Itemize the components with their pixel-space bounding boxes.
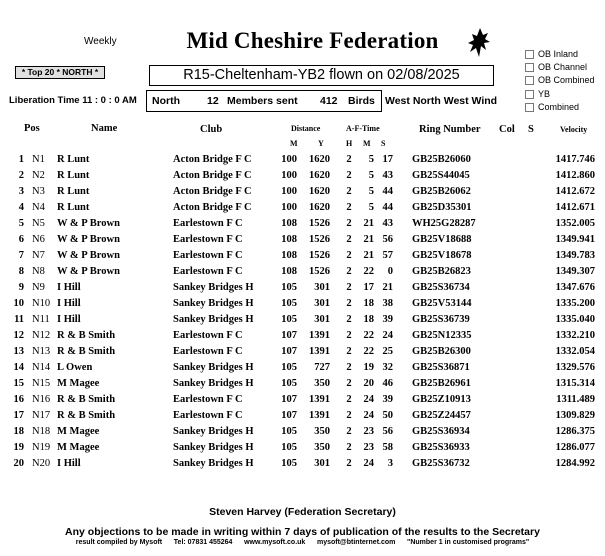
distance-yards: 301 xyxy=(314,458,330,469)
distance-yards: 1526 xyxy=(309,234,330,245)
time-minutes: 17 xyxy=(363,282,374,293)
distance-miles: 107 xyxy=(281,410,297,421)
club-name: Earlestown F C xyxy=(173,346,243,357)
position: 17 xyxy=(13,410,24,421)
time-seconds: 32 xyxy=(382,362,393,373)
fancier-name: W & P Brown xyxy=(57,266,120,277)
time-seconds: 24 xyxy=(382,330,393,341)
distance-miles: 105 xyxy=(281,314,297,325)
club-name: Earlestown F C xyxy=(173,250,243,261)
position: 19 xyxy=(13,442,24,453)
header-minutes: M xyxy=(363,139,371,148)
time-hours: 2 xyxy=(346,410,352,421)
table-row xyxy=(0,426,605,442)
time-minutes: 5 xyxy=(368,186,374,197)
club-name: Acton Bridge F C xyxy=(173,170,252,181)
time-seconds: 3 xyxy=(387,458,393,469)
checkbox-icon[interactable] xyxy=(525,63,534,72)
club-name: Sankey Bridges H xyxy=(173,378,254,389)
time-minutes: 5 xyxy=(368,170,374,181)
section-position: N8 xyxy=(32,266,45,277)
table-row xyxy=(0,298,605,314)
table-row xyxy=(0,218,605,234)
header-distance: Distance xyxy=(291,124,321,133)
time-seconds: 50 xyxy=(382,410,393,421)
time-hours: 2 xyxy=(346,154,352,165)
fancier-name: I Hill xyxy=(57,298,81,309)
time-hours: 2 xyxy=(346,250,352,261)
section-position: N1 xyxy=(32,154,45,165)
time-minutes: 19 xyxy=(363,362,374,373)
velocity: 1349.307 xyxy=(555,266,595,277)
time-seconds: 56 xyxy=(382,234,393,245)
velocity: 1332.054 xyxy=(555,346,595,357)
ring-number: GB25S36871 xyxy=(412,362,470,373)
time-seconds: 57 xyxy=(382,250,393,261)
birds-label: Birds xyxy=(348,95,375,107)
liberation-time: Liberation Time 11 : 0 : 0 AM xyxy=(9,95,137,106)
time-minutes: 22 xyxy=(363,266,374,277)
position: 13 xyxy=(13,346,24,357)
ring-number: WH25G28287 xyxy=(412,218,476,229)
table-row xyxy=(0,266,605,282)
time-hours: 2 xyxy=(346,442,352,453)
federation-title: Mid Cheshire Federation xyxy=(186,28,439,53)
velocity: 1332.210 xyxy=(555,330,595,341)
time-seconds: 46 xyxy=(382,378,393,389)
velocity: 1349.783 xyxy=(555,250,595,261)
pigeon-logo-icon xyxy=(466,26,492,60)
distance-miles: 100 xyxy=(281,186,297,197)
distance-yards: 350 xyxy=(314,442,330,453)
velocity: 1417.746 xyxy=(555,154,595,165)
ring-number: GB25S36933 xyxy=(412,442,470,453)
ring-number: GB25D35301 xyxy=(412,202,472,213)
table-row xyxy=(0,442,605,458)
ring-number: GB25Z10913 xyxy=(412,394,471,405)
time-minutes: 22 xyxy=(363,330,374,341)
club-name: Sankey Bridges H xyxy=(173,314,254,325)
time-seconds: 0 xyxy=(387,266,393,277)
distance-miles: 105 xyxy=(281,458,297,469)
distance-miles: 105 xyxy=(281,378,297,389)
velocity: 1352.005 xyxy=(555,218,595,229)
table-row xyxy=(0,410,605,426)
time-seconds: 39 xyxy=(382,314,393,325)
position: 18 xyxy=(13,426,24,437)
time-hours: 2 xyxy=(346,186,352,197)
fancier-name: M Magee xyxy=(57,378,100,389)
fancier-name: L Owen xyxy=(57,362,93,373)
option-ob-combined[interactable]: OB Combined xyxy=(525,74,595,86)
time-seconds: 43 xyxy=(382,170,393,181)
position: 20 xyxy=(13,458,24,469)
time-hours: 2 xyxy=(346,394,352,405)
ring-number: GB25S36734 xyxy=(412,282,470,293)
fancier-name: I Hill xyxy=(57,282,81,293)
table-row xyxy=(0,378,605,394)
position: 11 xyxy=(14,314,24,325)
distance-miles: 108 xyxy=(281,266,297,277)
club-name: Earlestown F C xyxy=(173,234,243,245)
velocity: 1349.941 xyxy=(555,234,595,245)
fancier-name: I Hill xyxy=(57,458,81,469)
weekly-label: Weekly xyxy=(84,36,117,47)
time-minutes: 23 xyxy=(363,442,374,453)
fancier-name: W & P Brown xyxy=(57,234,120,245)
time-hours: 2 xyxy=(346,202,352,213)
time-hours: 2 xyxy=(346,330,352,341)
time-minutes: 5 xyxy=(368,154,374,165)
distance-yards: 1526 xyxy=(309,218,330,229)
velocity: 1335.040 xyxy=(555,314,595,325)
position: 3 xyxy=(18,186,24,197)
distance-miles: 105 xyxy=(281,362,297,373)
distance-yards: 1391 xyxy=(309,346,330,357)
position: 10 xyxy=(13,298,24,309)
distance-miles: 107 xyxy=(281,330,297,341)
header-ring-number: Ring Number xyxy=(419,124,481,135)
fancier-name: R Lunt xyxy=(57,170,90,181)
distance-yards: 350 xyxy=(314,378,330,389)
time-minutes: 5 xyxy=(368,202,374,213)
time-hours: 2 xyxy=(346,362,352,373)
section-name: North xyxy=(152,95,180,107)
section-position: N9 xyxy=(32,282,45,293)
time-hours: 2 xyxy=(346,346,352,357)
section-position: N13 xyxy=(32,346,51,357)
section-summary xyxy=(146,90,382,112)
distance-miles: 107 xyxy=(281,346,297,357)
velocity: 1412.671 xyxy=(555,202,595,213)
distance-yards: 1620 xyxy=(309,170,330,181)
fancier-name: R & B Smith xyxy=(57,346,116,357)
club-name: Sankey Bridges H xyxy=(173,282,254,293)
fancier-name: M Magee xyxy=(57,442,100,453)
time-minutes: 24 xyxy=(363,410,374,421)
distance-yards: 1391 xyxy=(309,410,330,421)
distance-miles: 105 xyxy=(281,442,297,453)
position: 5 xyxy=(18,218,24,229)
time-seconds: 58 xyxy=(382,442,393,453)
position: 7 xyxy=(18,250,24,261)
ring-number: GB25B26062 xyxy=(412,186,471,197)
club-name: Earlestown F C xyxy=(173,218,243,229)
time-seconds: 43 xyxy=(382,218,393,229)
ring-number: GB25V53144 xyxy=(412,298,472,309)
section-position: N2 xyxy=(32,170,45,181)
ring-number: GB25B26060 xyxy=(412,154,471,165)
header-seconds: S xyxy=(381,139,386,148)
velocity: 1286.375 xyxy=(555,426,595,437)
club-name: Earlestown F C xyxy=(173,410,243,421)
ring-number: GB25B26300 xyxy=(412,346,471,357)
section-position: N7 xyxy=(32,250,45,261)
ring-number: GB25V18678 xyxy=(412,250,472,261)
time-seconds: 56 xyxy=(382,426,393,437)
time-seconds: 44 xyxy=(382,186,393,197)
velocity: 1329.576 xyxy=(555,362,595,373)
top-20-badge: * Top 20 * NORTH * xyxy=(15,66,105,79)
distance-miles: 107 xyxy=(281,394,297,405)
table-row xyxy=(0,394,605,410)
table-row xyxy=(0,170,605,186)
club-name: Sankey Bridges H xyxy=(173,426,254,437)
time-hours: 2 xyxy=(346,298,352,309)
fancier-name: R Lunt xyxy=(57,202,90,213)
distance-miles: 100 xyxy=(281,170,297,181)
fancier-name: M Magee xyxy=(57,426,100,437)
distance-yards: 301 xyxy=(314,282,330,293)
table-row xyxy=(0,250,605,266)
fancier-name: R & B Smith xyxy=(57,410,116,421)
members-count: 12 xyxy=(207,95,219,107)
time-seconds: 38 xyxy=(382,298,393,309)
section-position: N15 xyxy=(32,378,51,389)
time-minutes: 24 xyxy=(363,394,374,405)
option-ob-channel[interactable]: OB Channel xyxy=(525,61,587,73)
fancier-name: I Hill xyxy=(57,314,81,325)
time-hours: 2 xyxy=(346,170,352,181)
position: 2 xyxy=(18,170,24,181)
position: 14 xyxy=(13,362,24,373)
checkbox-icon[interactable] xyxy=(525,76,534,85)
section-position: N6 xyxy=(32,234,45,245)
table-row xyxy=(0,346,605,362)
position: 8 xyxy=(18,266,24,277)
club-name: Acton Bridge F C xyxy=(173,186,252,197)
header-yards: Y xyxy=(318,139,324,148)
distance-miles: 105 xyxy=(281,298,297,309)
section-position: N11 xyxy=(32,314,50,325)
distance-yards: 1391 xyxy=(309,394,330,405)
option-yb[interactable]: YB xyxy=(525,88,550,100)
distance-yards: 301 xyxy=(314,314,330,325)
club-name: Sankey Bridges H xyxy=(173,458,254,469)
club-name: Sankey Bridges H xyxy=(173,298,254,309)
fancier-name: R & B Smith xyxy=(57,330,116,341)
fancier-name: W & P Brown xyxy=(57,250,120,261)
time-minutes: 23 xyxy=(363,426,374,437)
table-row xyxy=(0,282,605,298)
header-colour: Col xyxy=(499,124,515,135)
position: 4 xyxy=(18,202,24,213)
distance-yards: 1526 xyxy=(309,266,330,277)
wind-direction: West North West Wind xyxy=(385,95,498,107)
header-velocity: Velocity xyxy=(560,125,588,134)
checkbox-icon[interactable] xyxy=(525,50,534,59)
ring-number: GB25V18688 xyxy=(412,234,472,245)
time-seconds: 17 xyxy=(382,154,393,165)
section-position: N17 xyxy=(32,410,51,421)
time-hours: 2 xyxy=(346,234,352,245)
time-hours: 2 xyxy=(346,426,352,437)
time-hours: 2 xyxy=(346,266,352,277)
section-position: N5 xyxy=(32,218,45,229)
header-club: Club xyxy=(200,124,223,135)
club-name: Earlestown F C xyxy=(173,330,243,341)
section-position: N19 xyxy=(32,442,51,453)
velocity: 1309.829 xyxy=(555,410,595,421)
objections-notice: Any objections to be made in writing within 7 days of publication of the results to the Secretary xyxy=(65,526,540,538)
ring-number: GB25S36732 xyxy=(412,458,470,469)
ring-number: GB25N12335 xyxy=(412,330,472,341)
velocity: 1315.314 xyxy=(555,378,595,389)
table-row xyxy=(0,234,605,250)
header-hours: H xyxy=(346,139,353,148)
ring-number: GB25B26823 xyxy=(412,266,471,277)
section-position: N16 xyxy=(32,394,51,405)
table-row xyxy=(0,154,605,170)
time-minutes: 21 xyxy=(363,218,374,229)
position: 16 xyxy=(13,394,24,405)
table-row xyxy=(0,202,605,218)
time-minutes: 22 xyxy=(363,346,374,357)
time-seconds: 44 xyxy=(382,202,393,213)
distance-miles: 105 xyxy=(281,426,297,437)
club-name: Earlestown F C xyxy=(173,394,243,405)
club-name: Sankey Bridges H xyxy=(173,362,254,373)
fancier-name: R & B Smith xyxy=(57,394,116,405)
time-minutes: 18 xyxy=(363,298,374,309)
position: 6 xyxy=(18,234,24,245)
table-row xyxy=(0,186,605,202)
time-minutes: 20 xyxy=(363,378,374,389)
option-combined[interactable]: Combined xyxy=(525,101,579,113)
distance-yards: 727 xyxy=(314,362,330,373)
velocity: 1347.676 xyxy=(555,282,595,293)
header-miles: M xyxy=(290,139,298,148)
time-hours: 2 xyxy=(346,282,352,293)
time-hours: 2 xyxy=(346,378,352,389)
ring-number: GB25S36739 xyxy=(412,314,470,325)
section-position: N18 xyxy=(32,426,51,437)
time-hours: 2 xyxy=(346,458,352,469)
secretary-name: Steven Harvey (Federation Secretary) xyxy=(209,506,396,518)
header-pos: Pos xyxy=(24,123,40,134)
distance-yards: 1620 xyxy=(309,202,330,213)
position: 12 xyxy=(13,330,24,341)
club-name: Acton Bridge F C xyxy=(173,202,252,213)
time-minutes: 18 xyxy=(363,314,374,325)
section-position: N3 xyxy=(32,186,45,197)
fancier-name: R Lunt xyxy=(57,186,90,197)
distance-miles: 105 xyxy=(281,282,297,293)
ring-number: GB25S44045 xyxy=(412,170,470,181)
time-minutes: 24 xyxy=(363,458,374,469)
ring-number: GB25S36934 xyxy=(412,426,470,437)
header-name: Name xyxy=(91,123,118,134)
time-seconds: 21 xyxy=(382,282,393,293)
velocity: 1412.672 xyxy=(555,186,595,197)
distance-yards: 1391 xyxy=(309,330,330,341)
distance-yards: 1620 xyxy=(309,186,330,197)
distance-yards: 1526 xyxy=(309,250,330,261)
section-position: N12 xyxy=(32,330,51,341)
ring-number: GB25B26961 xyxy=(412,378,471,389)
header-af-time: A-F-Time xyxy=(346,124,380,133)
section-position: N14 xyxy=(32,362,51,373)
distance-yards: 301 xyxy=(314,298,330,309)
distance-miles: 100 xyxy=(281,202,297,213)
members-label: Members sent xyxy=(227,95,298,107)
table-row xyxy=(0,458,605,474)
position: 9 xyxy=(18,282,24,293)
velocity: 1335.200 xyxy=(555,298,595,309)
time-seconds: 39 xyxy=(382,394,393,405)
club-name: Sankey Bridges H xyxy=(173,442,254,453)
distance-miles: 108 xyxy=(281,234,297,245)
fancier-name: R Lunt xyxy=(57,154,90,165)
club-name: Acton Bridge F C xyxy=(173,154,252,165)
section-position: N20 xyxy=(32,458,51,469)
fancier-name: W & P Brown xyxy=(57,218,120,229)
velocity: 1412.860 xyxy=(555,170,595,181)
distance-miles: 108 xyxy=(281,250,297,261)
distance-yards: 350 xyxy=(314,426,330,437)
distance-yards: 1620 xyxy=(309,154,330,165)
race-title: R15-Cheltenham-YB2 flown on 02/08/2025 xyxy=(149,65,494,86)
velocity: 1284.992 xyxy=(555,458,595,469)
time-hours: 2 xyxy=(346,218,352,229)
position: 15 xyxy=(13,378,24,389)
velocity: 1311.489 xyxy=(556,394,595,405)
distance-miles: 108 xyxy=(281,218,297,229)
section-position: N10 xyxy=(32,298,51,309)
section-position: N4 xyxy=(32,202,45,213)
distance-miles: 100 xyxy=(281,154,297,165)
header-sex: S xyxy=(528,124,534,135)
checkbox-icon[interactable] xyxy=(525,90,534,99)
velocity: 1286.077 xyxy=(555,442,595,453)
ring-number: GB25Z24457 xyxy=(412,410,471,421)
table-row xyxy=(0,314,605,330)
compiler-footer: result compiled by Mysoft Tel: 07831 455264 www.mysoft.co.uk mysoft@btinternet.com "Number 1 in customised programs" xyxy=(75,539,530,546)
table-row xyxy=(0,330,605,346)
time-hours: 2 xyxy=(346,314,352,325)
position: 1 xyxy=(18,154,24,165)
table-row xyxy=(0,362,605,378)
checkbox-icon[interactable] xyxy=(525,103,534,112)
option-ob-inland[interactable]: OB Inland xyxy=(525,48,578,60)
time-minutes: 21 xyxy=(363,234,374,245)
time-seconds: 25 xyxy=(382,346,393,357)
club-name: Earlestown F C xyxy=(173,266,243,277)
time-minutes: 21 xyxy=(363,250,374,261)
birds-count: 412 xyxy=(320,95,338,107)
